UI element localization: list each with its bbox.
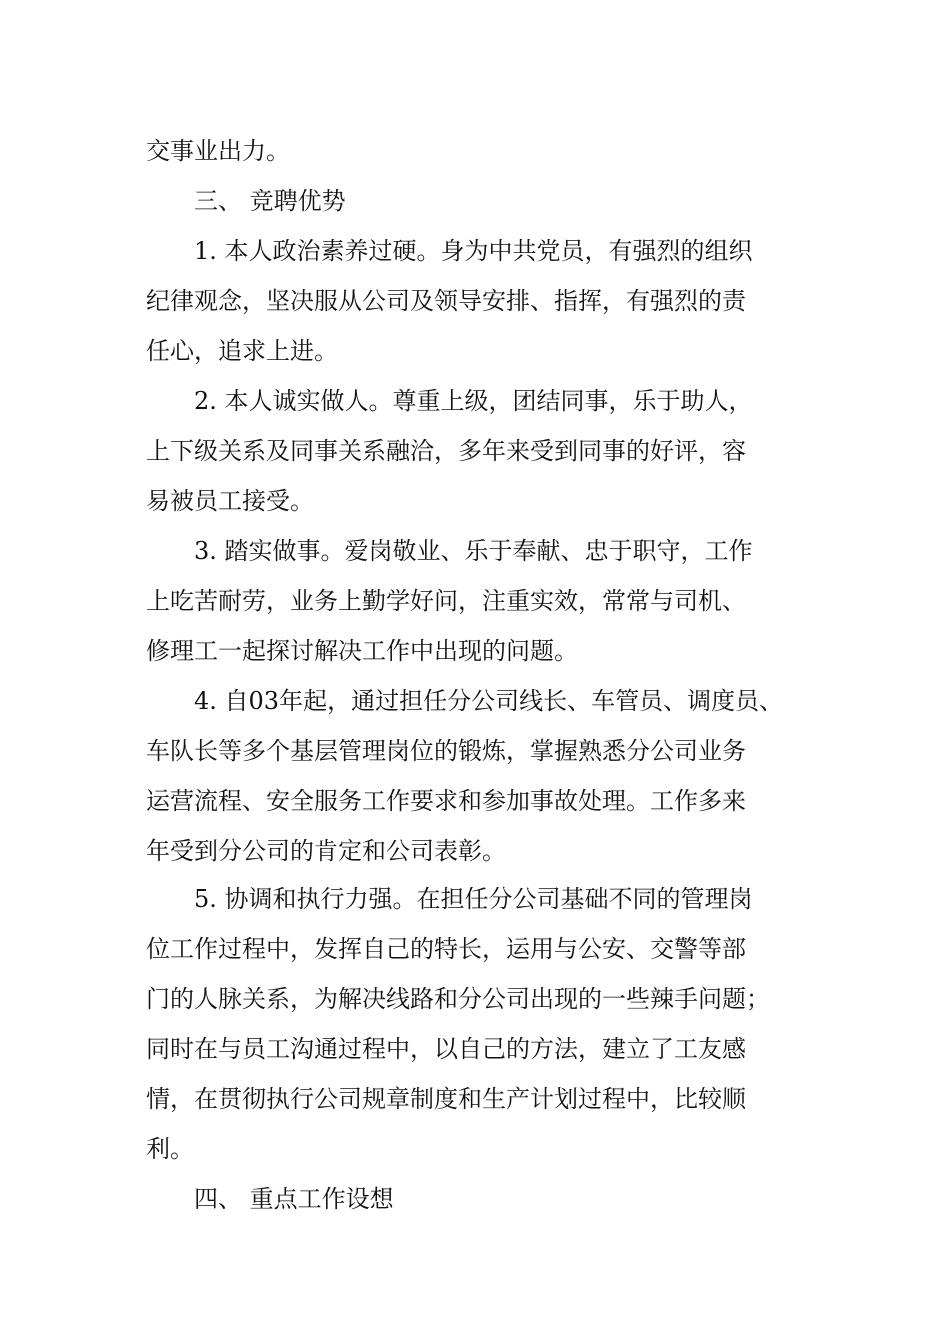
- text-line: 同时在与员工沟通过程中，以自己的方法，建立了工友感: [146, 1035, 746, 1063]
- text-line: 修理工一起探讨解决工作中出现的问题。: [146, 637, 578, 665]
- list-item-5-text: 5. 协调和执行力强。在担任分公司基础不同的管理岗: [194, 885, 753, 913]
- text-line: 上下级关系及同事关系融洽，多年来受到同事的好评，容: [146, 437, 746, 465]
- text-line: 运营流程、安全服务工作要求和参加事故处理。工作多来: [146, 787, 746, 815]
- text-line: 情，在贯彻执行公司规章制度和生产计划过程中，比较顺: [146, 1085, 746, 1113]
- list-item-2-text: 2. 本人诚实做人。尊重上级，团结同事，乐于助人，: [194, 387, 753, 415]
- text-line: 任心，追求上进。: [146, 337, 338, 365]
- text-line: 利。: [146, 1135, 194, 1163]
- text-line: 位工作过程中，发挥自己的特长，运用与公安、交警等部: [146, 935, 746, 963]
- list-item-3-text: 3. 踏实做事。爱岗敬业、乐于奉献、忠于职守，工作: [194, 537, 753, 565]
- text-line: 年受到分公司的肯定和公司表彰。: [146, 837, 506, 865]
- text-line: 车队长等多个基层管理岗位的锻炼，掌握熟悉分公司业务: [146, 737, 746, 765]
- list-item-1-text: 1. 本人政治素养过硬。身为中共党员，有强烈的组织: [194, 237, 753, 265]
- list-item-4-text: 4. 自03年起，通过担任分公司线长、车管员、调度员、: [194, 687, 784, 715]
- section-heading-key-work: 四、 重点工作设想: [194, 1185, 394, 1213]
- text-line: 门的人脉关系，为解决线路和分公司出现的一些辣手问题；: [146, 985, 770, 1013]
- text-line: 易被员工接受。: [146, 487, 314, 515]
- text-line: 上吃苦耐劳，业务上勤学好问，注重实效，常常与司机、: [146, 587, 746, 615]
- text-line: 交事业出力。: [146, 137, 290, 165]
- section-heading-advantages: 三、 竞聘优势: [194, 187, 346, 215]
- text-line: 纪律观念，坚决服从公司及领导安排、指挥，有强烈的责: [146, 287, 746, 315]
